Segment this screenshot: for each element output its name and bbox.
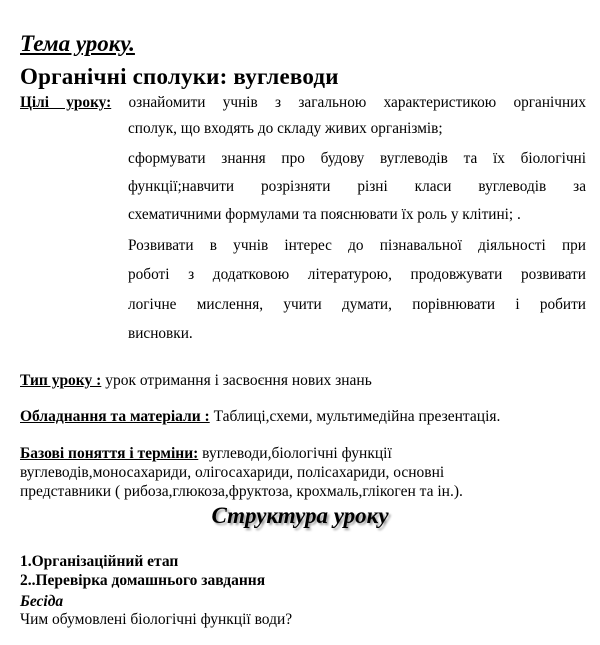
- lesson-type-label: Тип уроку :: [20, 372, 102, 389]
- step-2: 2..Перевірка домашнього завдання: [20, 572, 266, 589]
- step-1: 1.Організаційний етап: [20, 553, 179, 570]
- goals-line-5: схематичними формулами та пояснювати їх роль у клітині; .: [128, 206, 521, 223]
- concepts-first-line: [20, 445, 392, 463]
- goals-label: Цілі уроку:: [20, 94, 112, 111]
- goals-line-9: висновки.: [128, 325, 193, 342]
- goals-line-6: Розвивати в учнів інтерес до пізнавальної діяльності при: [128, 237, 586, 254]
- equipment-label: Обладнання та матеріали :: [20, 408, 210, 425]
- goals-line-2: сполук, що входять до складу живих організмів;: [128, 120, 443, 137]
- goals-line-7: роботі з додатковою літературою, продовжувати розвивати: [128, 266, 586, 283]
- question: Чим обумовлені біологічні функції води?: [20, 611, 293, 628]
- lesson-type-value: урок отримання і засвоєння нових знань: [101, 372, 372, 389]
- concepts-label: Базові поняття і терміни:: [20, 445, 199, 462]
- equipment-value: Таблиці,схеми, мультимедійна презентація.: [209, 408, 501, 425]
- concepts-line-3: представники ( рибоза,глюкоза,фруктоза, крохмаль,глікоген та ін.).: [20, 483, 463, 500]
- goals-first-line: [20, 94, 586, 112]
- lesson-type: [20, 372, 372, 390]
- goals-line-3: сформувати знання про будову вуглеводів та їх біологічні: [128, 150, 586, 167]
- lesson-subject: Органічні сполуки: вуглеводи: [20, 64, 339, 89]
- equipment: [20, 408, 500, 426]
- goals-line-1: ознайомити учнів з загальною характеристикою органічних: [128, 94, 586, 111]
- goals-line-8: логічне мислення, учити думати, порівнювати і робити: [128, 296, 586, 313]
- structure-heading: Структура уроку: [211, 503, 389, 528]
- concepts-line-1: вуглеводи,біологічні функції: [198, 445, 392, 462]
- lesson-title: Тема уроку.: [20, 31, 135, 56]
- goals-line-4: функції;навчити розрізняти різні класи вуглеводів за: [128, 178, 586, 195]
- concepts-line-2: вуглеводів,моносахариди, олігосахариди, полісахариди, основні: [20, 464, 445, 481]
- conversation-label: Бесіда: [20, 593, 64, 610]
